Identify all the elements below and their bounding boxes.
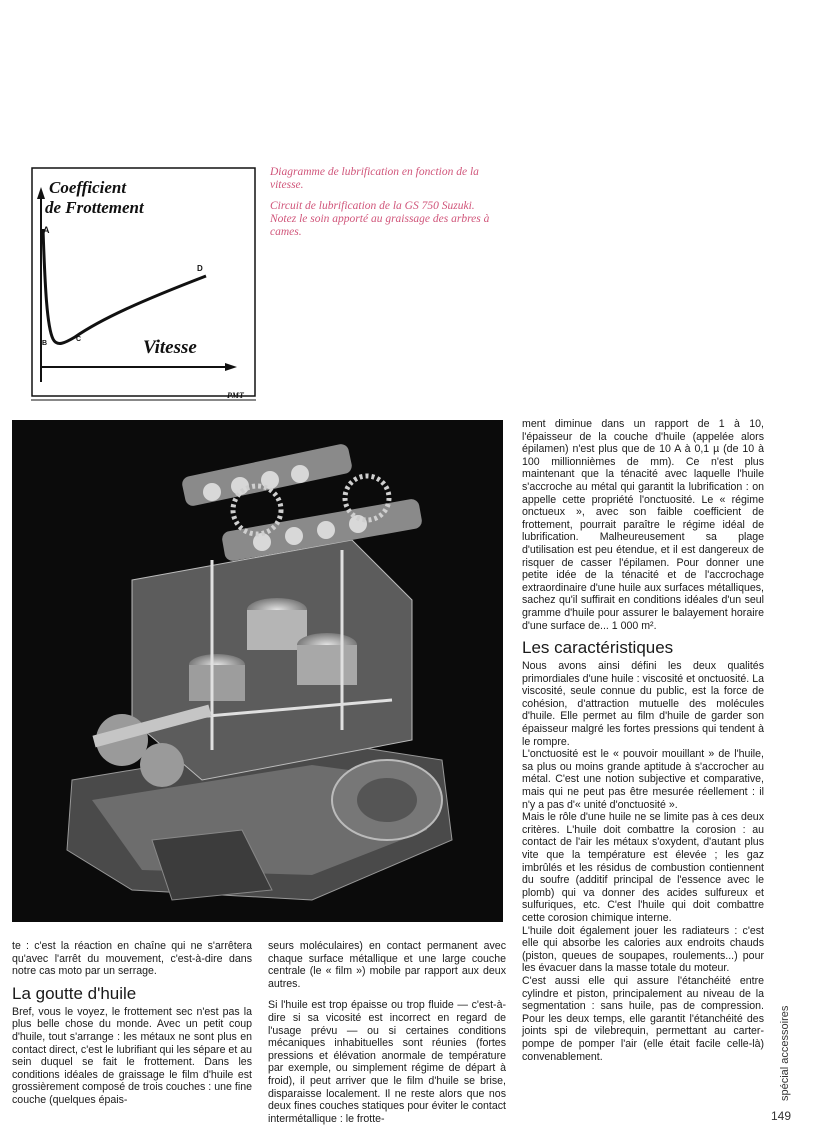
diagram-ylabel-2: de Frottement	[45, 198, 144, 217]
caption-engine: Circuit de lubrification de la GS 750 Suzuki. Notez le soin apporté au graissage des arbres à cames.	[270, 200, 490, 238]
diagram-xlabel: Vitesse	[143, 337, 197, 358]
point-d-label: D	[197, 264, 203, 273]
section-label: spécial accessoires	[779, 1005, 791, 1101]
y-axis-arrow-icon	[37, 187, 45, 199]
paragraph: Si l'huile est trop épaisse ou trop fluide — c'est-à-dire si sa vicosité est incorrect en regard de l'usage prévu — ou si certaines conditions mécaniques inhabituelles sont réunies (fortes pressions et élévation anormale de température par exemple, ou simplement régime de départ à froid), il peut arriver que le film d'huile se brise, disparaisse localement. Il ne reste alors que nos deux fines couches statiques pour éviter le contact intermétallique : le frotte-	[268, 999, 506, 1125]
friction-curve-svg	[31, 167, 256, 405]
paragraph: C'est aussi elle qui assure l'étanchéité entre cylindre et piston, principalement au niveau de la segmentation : sans huile, pas de compression. Pour les deux temps, elle garantit l'étanchéité des joints spi de vilebrequin, permettant au carter-pompe de pomper l'air (elle était facile celle-là) convenablement.	[522, 974, 764, 1063]
paragraph: L'onctuosité est le « pouvoir mouillant » de l'huile, sa plus ou moins grande aptitude à s'accrocher au métal. C'est une notion subjective et comparative, mais qui ne peut pas être mesurée réellement : il n'y a pas d'« unité d'onctuosité ».	[522, 748, 764, 811]
paragraph: Nous avons ainsi défini les deux qualités primordiales d'une huile : viscosité et onctuosité. La viscosité, seule connue du public, est la force de cohésion, d'attraction mutuelle des molécules d'huile. Elle permet au film d'huile de garder son épaisseur malgré les fortes pressions qui tendent à le rompre.	[522, 660, 764, 748]
column-middle	[268, 940, 506, 1125]
diagram-credit: PMT	[227, 391, 244, 400]
point-b-label: B	[42, 340, 48, 347]
point-c-label: C	[76, 336, 82, 343]
figure-caption	[270, 166, 492, 247]
paragraph: Bref, vous le voyez, le frottement sec n'est pas la plus belle chose du monde. Avec un petit coup d'huile, tout s'arrange : les métaux ne sont plus en contact direct, c'est le lubrifiant qui les sépare et au sein duquel se fait le frottement. Dans les conditions idéales de graissage le film d'huile est grossièrement composé de trois couches : une fine couche (quelques épais-	[12, 1005, 252, 1106]
section-heading: La goutte d'huile	[12, 983, 137, 1003]
section-heading: Les caractéristiques	[522, 638, 674, 658]
diagram-ylabel-1: Coefficient	[49, 178, 127, 197]
column-left	[12, 940, 252, 1107]
engine-cutaway-photo	[12, 420, 503, 922]
point-a-label: A	[43, 225, 50, 235]
engine-illustration	[12, 420, 503, 922]
friction-diagram	[31, 167, 256, 405]
page-number: 149	[771, 1109, 792, 1123]
paragraph: seurs moléculaires) en contact permanent avec chaque surface métallique et une large couche centrale (le « film ») mobile par rapport aux deux autres.	[268, 940, 506, 990]
paragraph: L'huile doit également jouer les radiateurs : c'est elle qui absorbe les calories aux endroits chauds (piston, queues de soupapes, roulements...) pour les évacuer dans la masse totale du moteur.	[522, 924, 764, 975]
paragraph: ment diminue dans un rapport de 1 à 10, l'épaisseur de la couche d'huile (appelée alors épilamen) n'est plus que de 10 A à 0,1 µ (de 10 à 100 millionnièmes de mm). Ce n'est plus maintenant que la ténacité avec laquelle l'huile s'accroche au métal qui garantit la lubrification : on appelle cette propriété l'onctuosité. Le « régime onctueux », avec son faible coefficient de frottement, pourrait paraître le régime idéal de lubrification. Malheureusement sa plage d'utilisation est peu étendue, et il est dangereux de risquer de casser l'épilamen. Pour donner une petite idée de la ténacité et de l'accrochage extraordinaire d'une huile aux surfaces métalliques, sachez qu'il suffirait en conditions idéales d'un seul gramme d'huile pour assurer le balayement horaire d'une surface de... 1 000 m².	[522, 418, 764, 632]
column-right	[522, 418, 764, 1063]
caption-diagram: Diagramme de lubrification en fonction de la vitesse.	[270, 166, 479, 191]
friction-curve	[43, 229, 206, 343]
x-axis-arrow-icon	[225, 363, 237, 371]
paragraph: Mais le rôle d'une huile ne se limite pas à ces deux critères. L'huile doit combattre la corosion : au contact de l'air les métaux s'oxydent, d'autant plus vite que la température est élevée ; les gaz imbrûlés et les résidus de combustion contiennent du soufre (additif principal de l'essence avec le plomb) qui va donner des acides sulfureux et sulfuriques, etc. C'est l'huile qui doit combattre cette corosion chimique interne.	[522, 811, 764, 924]
paragraph: te : c'est la réaction en chaîne qui ne s'arrêtera qu'avec l'arrêt du mouvement, c'est-à-dire dans notre cas moto par un serrage.	[12, 940, 252, 978]
